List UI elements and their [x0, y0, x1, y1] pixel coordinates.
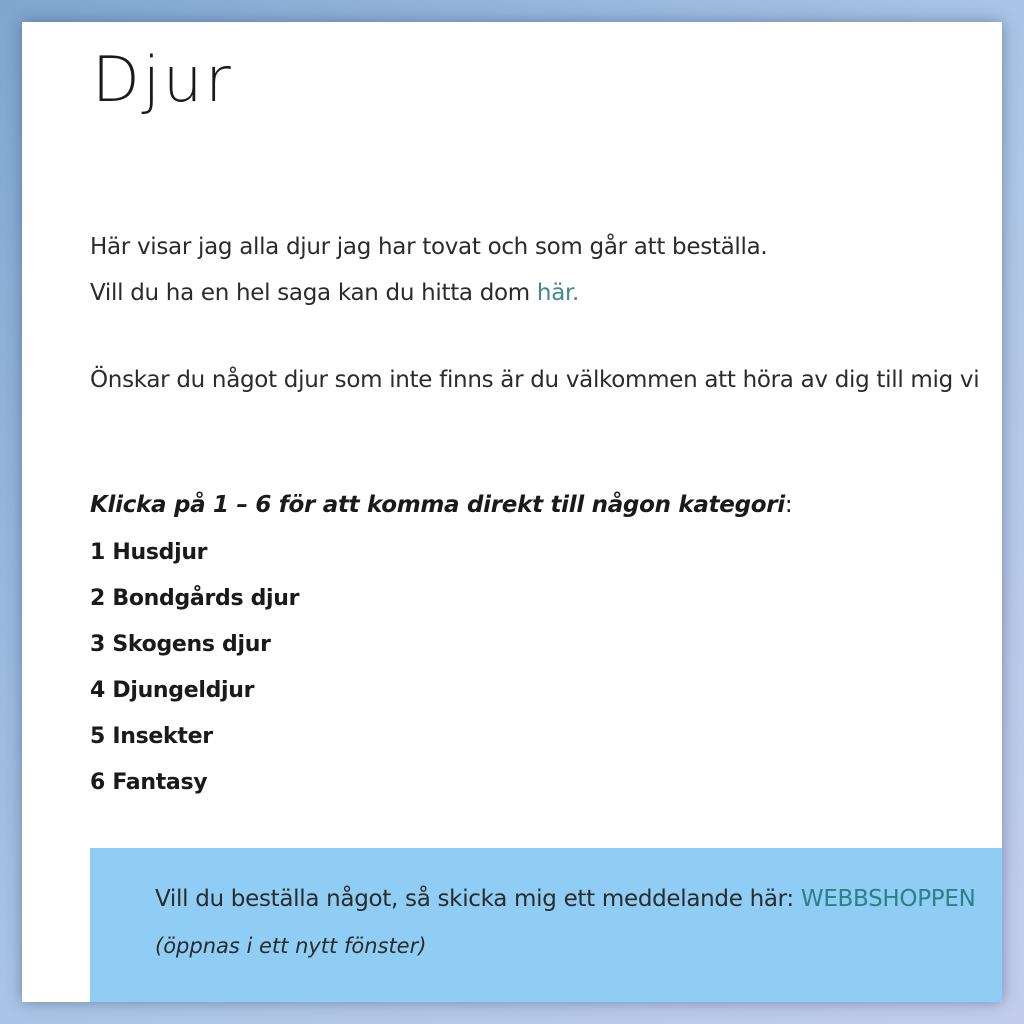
category-intro: [90, 492, 792, 518]
category-item-fantasy[interactable]: 6 Fantasy: [90, 770, 208, 795]
webshop-link[interactable]: WEBBSHOPPEN: [800, 886, 976, 912]
category-item-insekter[interactable]: 5 Insekter: [90, 724, 213, 749]
category-item-bondgards-djur[interactable]: 2 Bondgårds djur: [90, 586, 300, 611]
intro-text-1: Här visar jag alla djur jag har tovat och som går att beställa.: [90, 234, 768, 260]
page-card: [22, 22, 1002, 1002]
order-box: [90, 848, 1002, 1002]
category-item-husdjur[interactable]: 1 Husdjur: [90, 540, 208, 565]
order-line: [155, 886, 975, 912]
intro-text-3: Önskar du något djur som inte finns är du välkommen att höra av dig till mig vi: [90, 367, 980, 393]
intro-line-1: [90, 234, 767, 260]
order-note: (öppnas i ett nytt fönster): [155, 934, 427, 958]
category-intro-colon: :: [784, 492, 793, 518]
intro-line-2: [90, 280, 579, 306]
category-item-djungeldjur[interactable]: 4 Djungeldjur: [90, 678, 255, 703]
order-text: Vill du beställa något, så skicka mig ett meddelande här:: [155, 886, 801, 912]
category-item-skogens-djur[interactable]: 3 Skogens djur: [90, 632, 271, 657]
category-list: [90, 536, 299, 812]
intro-text-2: Vill du ha en hel saga kan du hitta dom: [90, 280, 537, 306]
category-intro-text: Klicka på 1 – 6 för att komma direkt till någon kategori: [90, 492, 785, 518]
intro-line-3: [90, 367, 979, 393]
page-title: Djur: [92, 43, 234, 116]
saga-link[interactable]: här.: [536, 280, 580, 306]
